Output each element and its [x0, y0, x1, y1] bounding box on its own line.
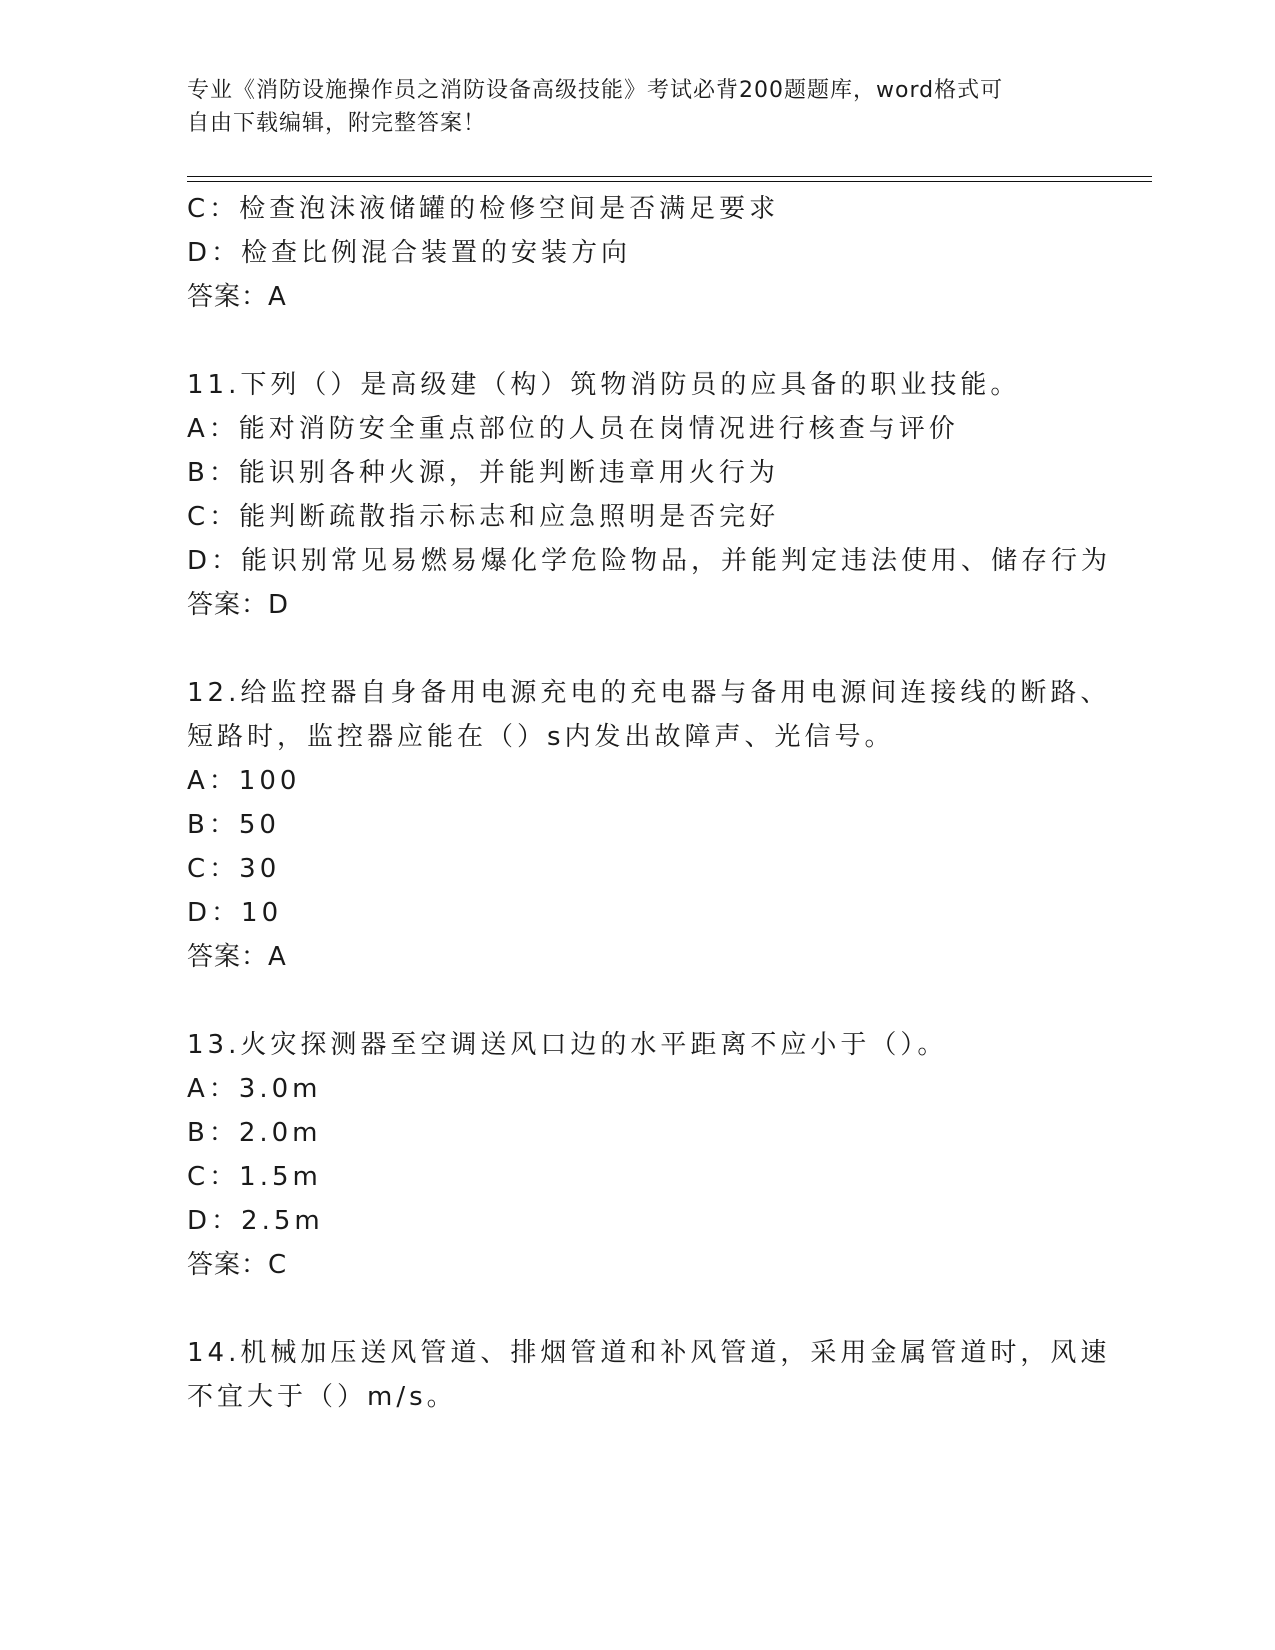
q12-option-c: C：30 [187, 854, 281, 884]
q12-stem-line-1: 12.给监控器自身备用电源充电的充电器与备用电源间连接线的断路、 [187, 678, 1111, 708]
q12-option-b: B：50 [187, 810, 280, 840]
header-divider-top [187, 176, 1152, 177]
q11-option-b: B：能识别各种火源，并能判断违章用火行为 [187, 458, 779, 488]
q11-option-d: D：能识别常见易燃易爆化学危险物品，并能判定违法使用、储存行为 [187, 546, 1112, 576]
header-divider-bottom [187, 181, 1152, 182]
q14-stem-line-1: 14.机械加压送风管道、排烟管道和补风管道，采用金属管道时，风速 [187, 1338, 1111, 1368]
prev-option-c: C：检查泡沫液储罐的检修空间是否满足要求 [187, 194, 780, 224]
q11-option-a: A：能对消防安全重点部位的人员在岗情况进行核查与评价 [187, 414, 959, 444]
q13-option-a: A：3.0m [187, 1074, 322, 1104]
document-header [187, 74, 1087, 140]
q13-option-b: B：2.0m [187, 1118, 322, 1148]
q11-answer: 答案：D [187, 590, 290, 620]
q12-stem-line-2: 短路时，监控器应能在（）s内发出故障声、光信号。 [187, 722, 895, 752]
q13-option-c: C：1.5m [187, 1162, 322, 1192]
q11-stem: 11.下列（）是高级建（构）筑物消防员的应具备的职业技能。 [187, 370, 1021, 400]
q12-option-a: A：100 [187, 766, 301, 796]
q11-option-c: C：能判断疏散指示标志和应急照明是否完好 [187, 502, 780, 532]
q12-answer: 答案：A [187, 942, 287, 972]
prev-answer: 答案：A [187, 282, 287, 312]
prev-option-d: D：检查比例混合装置的安装方向 [187, 238, 632, 268]
q13-stem: 13.火灾探测器至空调送风口边的水平距离不应小于（）。 [187, 1030, 948, 1060]
q13-answer: 答案：C [187, 1250, 288, 1280]
header-line-1: 专业《消防设施操作员之消防设备高级技能》考试必背200题题库，word格式可 [187, 78, 1004, 103]
header-line-2: 自由下载编辑，附完整答案！ [187, 111, 487, 136]
q12-option-d: D：10 [187, 898, 283, 928]
q14-stem-line-2: 不宜大于（）m/s。 [187, 1382, 457, 1412]
q13-option-d: D：2.5m [187, 1206, 324, 1236]
